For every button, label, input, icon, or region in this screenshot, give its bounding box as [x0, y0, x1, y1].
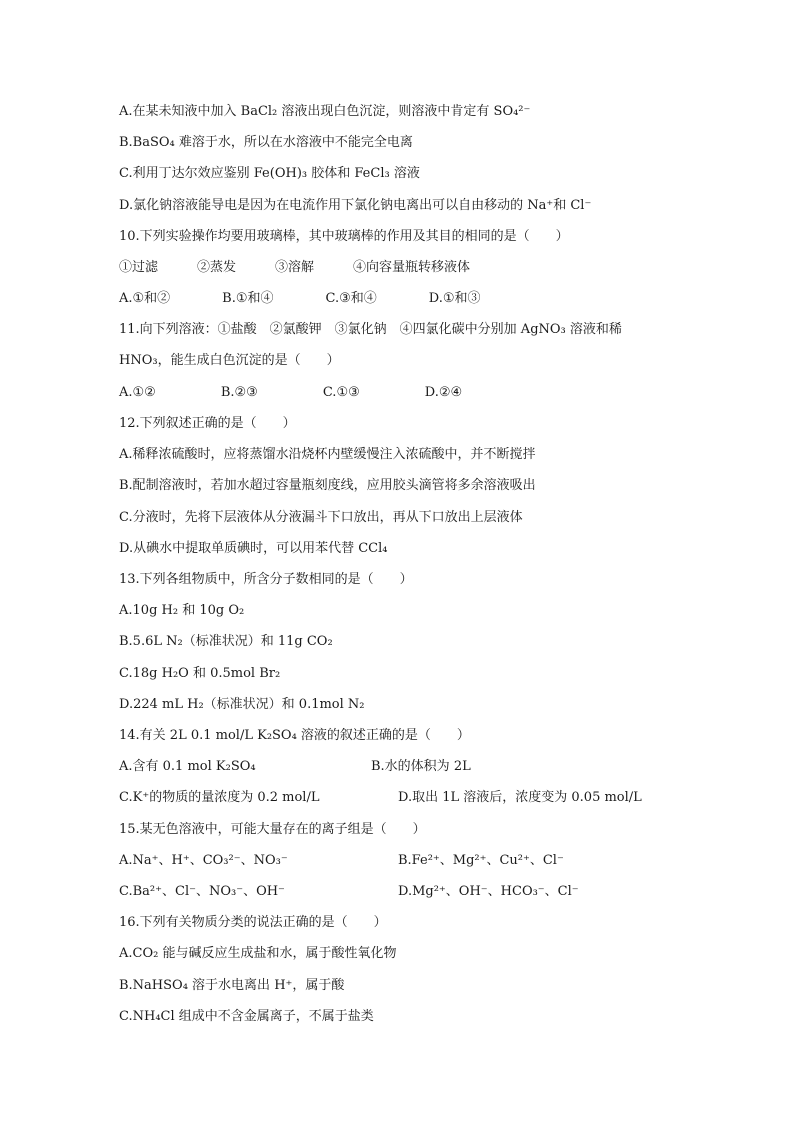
q12-option-b: B.配制溶液时，若加水超过容量瓶刻度线，应用胶头滴管将多余溶液吸出 [119, 478, 536, 493]
q16-stem: 16.下列有关物质分类的说法正确的是（ ） [119, 915, 387, 930]
q15-option-c: C.Ba²⁺、Cl⁻、NO₃⁻、OH⁻ [119, 884, 285, 899]
q12-stem: 12.下列叙述正确的是（ ） [119, 416, 296, 431]
q9-option-d: D.氯化钠溶液能导电是因为在电流作用下氯化钠电离出可以自由移动的 Na⁺和 Cl⁻ [119, 198, 592, 213]
q12-option-c: C.分液时，先将下层液体从分液漏斗下口放出，再从下口放出上层液体 [119, 510, 523, 525]
q14-option-b: B.水的体积为 2L [371, 759, 471, 774]
q13-stem: 13.下列各组物质中，所含分子数相同的是（ ） [119, 572, 413, 587]
q15-option-b: B.Fe²⁺、Mg²⁺、Cu²⁺、Cl⁻ [398, 853, 564, 868]
q16-option-c: C.NH₄Cl 组成中不含金属离子，不属于盐类 [119, 1009, 374, 1024]
q15-option-a: A.Na⁺、H⁺、CO₃²⁻、NO₃⁻ [119, 853, 288, 868]
q16-option-b: B.NaHSO₄ 溶于水电离出 H⁺，属于酸 [119, 978, 345, 993]
q11-stem-line2: HNO₃，能生成白色沉淀的是（ ） [119, 353, 340, 368]
q10-items: ①过滤 ②蒸发 ③溶解 ④向容量瓶转移液体 [119, 260, 471, 275]
q14-option-c: C.K⁺的物质的量浓度为 0.2 mol/L [119, 790, 320, 805]
q12-option-d: D.从碘水中提取单质碘时，可以用苯代替 CCl₄ [119, 541, 388, 556]
q15-stem: 15.某无色溶液中，可能大量存在的离子组是（ ） [119, 822, 426, 837]
q9-option-c: C.利用丁达尔效应鉴别 Fe(OH)₃ 胶体和 FeCl₃ 溶液 [119, 166, 420, 181]
q10-stem: 10.下列实验操作均要用玻璃棒，其中玻璃棒的作用及其目的相同的是（ ） [119, 229, 569, 244]
q10-options: A.①和② B.①和④ C.③和④ D.①和③ [119, 291, 481, 306]
q16-option-a: A.CO₂ 能与碱反应生成盐和水，属于酸性氧化物 [119, 946, 397, 961]
q13-option-d: D.224 mL H₂（标准状况）和 0.1mol N₂ [119, 697, 365, 712]
q15-option-d: D.Mg²⁺、OH⁻、HCO₃⁻、Cl⁻ [398, 884, 579, 899]
q13-option-a: A.10g H₂ 和 10g O₂ [119, 603, 245, 618]
q9-option-a: A.在某未知液中加入 BaCl₂ 溶液出现白色沉淀，则溶液中肯定有 SO₄²⁻ [119, 104, 531, 119]
q13-option-b: B.5.6L N₂（标准状况）和 11g CO₂ [119, 634, 333, 649]
q11-stem-line1: 11.向下列溶液：①盐酸 ②氯酸钾 ③氯化钠 ④四氯化碳中分别加 AgNO₃ 溶液和稀 [119, 322, 622, 337]
q14-option-a: A.含有 0.1 mol K₂SO₄ [119, 759, 256, 774]
q11-options: A.①② B.②③ C.①③ D.②④ [119, 385, 463, 400]
q14-option-d: D.取出 1L 溶液后，浓度变为 0.05 mol/L [398, 790, 642, 805]
q9-option-b: B.BaSO₄ 难溶于水，所以在水溶液中不能完全电离 [119, 135, 413, 150]
q14-stem: 14.有关 2L 0.1 mol/L K₂SO₄ 溶液的叙述正确的是（ ） [119, 728, 470, 743]
q13-option-c: C.18g H₂O 和 0.5mol Br₂ [119, 666, 281, 681]
q12-option-a: A.稀释浓硫酸时，应将蒸馏水沿烧杯内壁缓慢注入浓硫酸中，并不断搅拌 [119, 447, 536, 462]
